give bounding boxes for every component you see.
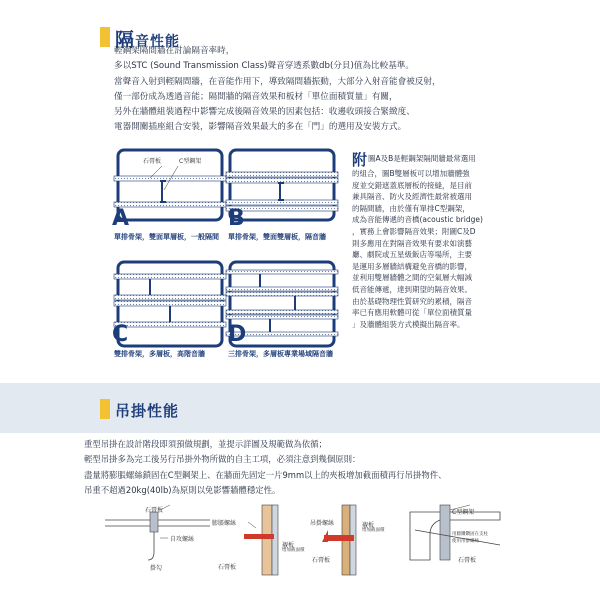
text-line: ，實務上會影響隔音效果；附圖C及D bbox=[352, 226, 476, 236]
diagram-letter-c: C bbox=[112, 322, 129, 347]
text-line: 另外在牆體組裝過程中影響完成後隔音效果的因素包括：收邊收頭接合緊緻度、 bbox=[114, 107, 415, 118]
label-hanging-screw: 吊掛螺絲 bbox=[310, 520, 335, 527]
label-c-steel: C型鋼架 bbox=[452, 509, 475, 516]
caption-a: 單排骨架，雙面單層板，一般隔間 bbox=[114, 233, 219, 241]
label-c-steel: C型鋼架 bbox=[179, 158, 202, 165]
text-line: 是運用多層牆結構避免音橋的影響， bbox=[352, 261, 472, 271]
text-line: 並利用雙層牆體之間的空氣層大幅減 bbox=[352, 273, 472, 283]
diagram-letter-b: B bbox=[228, 206, 245, 231]
text-line: 則多應用在對隔音效果有要求如演藝 bbox=[352, 238, 472, 248]
text-line: 重型吊掛在設計階段即須預做規劃，並提示詳圖及規範做為依循； bbox=[84, 439, 327, 449]
label-plywood: 襯板 bbox=[282, 542, 295, 549]
text-line: 低音能傳遞，達到期望的隔音效果。 bbox=[352, 284, 472, 294]
text-line: 兼具隔音、防火及經濟性最常被選用 bbox=[352, 192, 472, 202]
text-line: 的組合，圖B雙層板可以增加牆體強 bbox=[352, 169, 470, 178]
label-plywood: 襯板 bbox=[362, 522, 375, 529]
section-title-hanging: 吊掛性能 bbox=[115, 402, 180, 420]
caption-b: 單排骨架，雙面雙層板，隔音牆 bbox=[228, 233, 326, 241]
text-line: 電器開關插座組合安裝，影響隔音效果最大的多在「門」的選用及安裝方式。 bbox=[114, 122, 407, 133]
hanging-paragraph bbox=[84, 437, 447, 498]
text-line: 輕鋼架隔間牆在討論隔音率時， bbox=[114, 46, 235, 56]
label-note2: 使用吊掛螺絲 bbox=[452, 539, 479, 544]
diagram-a bbox=[114, 150, 226, 220]
drop-cap: 附 bbox=[352, 151, 368, 169]
text-line: 圖A及B是輕鋼架隔間牆最常選用 bbox=[368, 154, 476, 163]
text-line: 僅一部份成為透過音能；隔間牆的隔音效果和板材「單位面積質量」有關， bbox=[114, 91, 398, 102]
diagram-side-note bbox=[352, 153, 492, 330]
caption-d: 三排骨架，多層板專業場域隔音牆 bbox=[228, 350, 333, 358]
text-line: 當聲音入射到輕隔間牆，在音能作用下，導致隔間牆振動，大部分入射音能會被反射， bbox=[114, 76, 441, 87]
hanging-diagram-3 bbox=[322, 505, 356, 575]
section-title-sound: 隔音性能 bbox=[115, 29, 181, 51]
label-note1: 用牆鑽鑽固在支柱 bbox=[452, 532, 488, 537]
diagram-letter-d: D bbox=[228, 322, 247, 347]
diagram-c bbox=[114, 262, 226, 346]
text-line: 成為音能傳遞的音橋(acoustic bridge) bbox=[352, 215, 483, 225]
label-self-tapping-screw: 自攻螺絲 bbox=[170, 536, 195, 543]
section-accent-bar bbox=[100, 399, 110, 419]
text-line: 廳、劇院或五星級飯店等場所，主要 bbox=[352, 250, 472, 260]
label-hook: 掛勾 bbox=[150, 565, 163, 572]
text-line: 由於基礎物理性質研究的累積，隔音 bbox=[352, 296, 472, 306]
label-gypsum: 石膏板 bbox=[218, 564, 237, 571]
label-expansion-screw: 膨脹螺絲 bbox=[212, 520, 237, 527]
text-line: 吊重不超過20kg(40lb)為原則以免影響牆體穩定性。 bbox=[84, 484, 281, 495]
section-band bbox=[0, 383, 600, 433]
text-line: 盡量將膨脹螺絲鎖固在C型鋼架上、在牆面先固定一片9mm以上的夾板增加截面積再行吊掛物件、 bbox=[84, 469, 447, 480]
label-plywood-note: 增加截面積 bbox=[362, 528, 385, 533]
diagram-letter-a: A bbox=[112, 206, 130, 231]
label-plywood-note: 增加截面積 bbox=[282, 548, 305, 553]
text-line: 的隔間牆，由於僅有單排C型鋼架， bbox=[352, 203, 470, 213]
label-gypsum: 石膏板 bbox=[458, 557, 477, 564]
text-line: 輕型吊掛多為完工後另行吊掛外物所做的自主工項，必須注意到幾個原則： bbox=[84, 454, 361, 465]
text-line: 度並交錯遮蓋底層板的接縫，是目前 bbox=[352, 180, 472, 190]
label-gypsum: 石膏板 bbox=[145, 507, 164, 514]
label-gypsum: 石膏板 bbox=[312, 557, 331, 564]
caption-c: 雙排骨架，多層板，高階音牆 bbox=[114, 350, 205, 358]
label-gypsum-board: 石膏板 bbox=[143, 158, 162, 165]
text-line: 」及牆體組裝方式模擬出隔音率。 bbox=[352, 319, 465, 329]
text-line: 率已有應用軟體可從「單位面積質量 bbox=[352, 308, 472, 318]
hanging-diagram-2 bbox=[244, 505, 278, 575]
text-line: 多以STC (Sound Transmission Class)聲音穿透系數db(分貝)值為比較基準。 bbox=[114, 61, 414, 72]
